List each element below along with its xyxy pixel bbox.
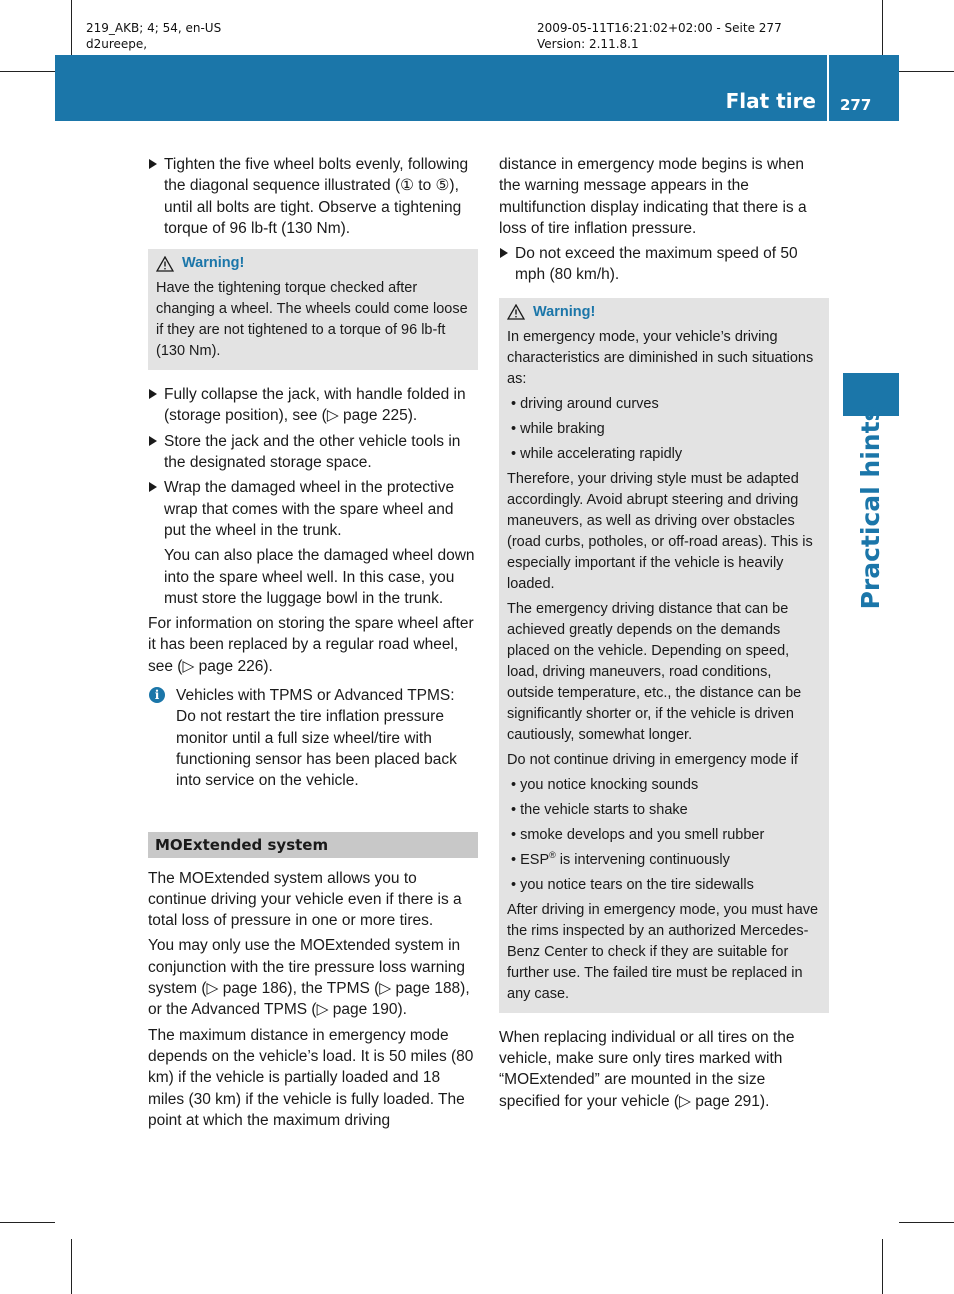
body-paragraph: The maximum distance in emergency mode depends on the vehicle’s load. It is 50 miles (80 km) if the vehicle is partially loaded and 18 miles (30 km) if the vehicle is fully loaded. The point at which the maximum driving <box>148 1026 474 1129</box>
step-text: Tighten the five wheel bolts evenly, following the diagonal sequence illustrated (① to ⑤), until all bolts are tight. Observe a tightening torque of 96 lb-ft (130 Nm). <box>164 156 469 237</box>
warning-bullet <box>507 850 821 871</box>
instruction-step <box>148 431 478 474</box>
info-icon: i <box>149 687 165 703</box>
warning-text: Do not continue driving in emergency mode if <box>507 751 798 768</box>
bullet-text: • ESP <box>511 851 550 868</box>
print-meta-line: d2ureepe, <box>86 37 148 51</box>
warning-bullet: • you notice knocking sounds <box>511 776 699 793</box>
warning-bullet: • while braking <box>511 420 605 437</box>
step-arrow-icon <box>149 482 157 492</box>
crop-mark <box>71 0 72 55</box>
warning-triangle-icon <box>156 256 174 272</box>
instruction-step <box>499 243 829 286</box>
body-paragraph: For information on storing the spare wheel after it has been replaced by a regular road wheel, see (▷ page 226). <box>148 615 474 675</box>
crop-mark <box>899 71 954 72</box>
warning-text: Have the tightening torque checked after changing a wheel. The wheels could come loose if they are not tightened to a torque of 96 lb-ft (130 Nm). <box>156 280 468 360</box>
step-text: Fully collapse the jack, with handle folded in (storage position), see (▷ page 225). <box>164 386 466 425</box>
page-number: 277 <box>840 96 872 114</box>
section-title: Flat tire <box>725 89 816 113</box>
crop-mark <box>882 1239 883 1294</box>
print-meta-left <box>86 20 221 52</box>
crop-mark <box>882 0 883 55</box>
info-note <box>148 685 478 791</box>
warning-bullet: • while accelerating rapidly <box>511 445 683 462</box>
header-band <box>55 55 899 121</box>
warning-box <box>148 249 478 370</box>
step-arrow-icon <box>149 159 157 169</box>
crop-mark <box>0 71 55 72</box>
right-column <box>499 154 829 1116</box>
print-meta-line: 2009-05-11T16:21:02+02:00 - Seite 277 <box>537 21 782 35</box>
crop-mark <box>899 1222 954 1223</box>
body-paragraph: When replacing individual or all tires on the vehicle, make sure only tires marked with “MOExtended” are mounted in the size specified for your vehicle (▷ page 291). <box>499 1028 795 1110</box>
step-arrow-icon <box>149 389 157 399</box>
instruction-step <box>148 384 478 427</box>
warning-header <box>507 302 821 323</box>
instruction-step <box>148 477 478 541</box>
warning-text: After driving in emergency mode, you must have the rims inspected by an authorized Mercedes-Benz Center to check if they are suitable for further use. The failed tire must be replaced in any case. <box>507 901 819 1002</box>
left-column <box>148 154 478 1135</box>
print-meta-right <box>537 20 782 52</box>
warning-bullet: • you notice tears on the tire sidewalls <box>511 876 754 893</box>
side-tab-label: Practical hints <box>856 406 885 610</box>
warning-title: Warning! <box>533 303 596 320</box>
crop-mark <box>0 1222 55 1223</box>
warning-bullet: • the vehicle starts to shake <box>511 801 688 818</box>
warning-bullet: • driving around curves <box>511 395 659 412</box>
registered-mark: ® <box>549 849 556 860</box>
body-paragraph: distance in emergency mode begins is when the warning message appears in the multifunction display indicating that there is a loss of tire inflation pressure. <box>499 156 807 237</box>
warning-title: Warning! <box>182 255 245 272</box>
warning-text: Therefore, your driving style must be adapted accordingly. Avoid abrupt steering and driving maneuvers, as well as driving over obstacles (road curbs, potholes, or off-road areas). This is especially important if the vehicle is heavily loaded. <box>507 470 813 592</box>
body-paragraph: You may only use the MOExtended system in conjunction with the tire pressure loss warning system (▷ page 186), the TPMS (▷ page 188), or the Advanced TPMS (▷ page 190). <box>148 937 470 1019</box>
step-text: Do not exceed the maximum speed of 50 mph (80 km/h). <box>515 245 798 284</box>
warning-box <box>499 298 829 1013</box>
warning-text: The emergency driving distance that can be achieved greatly depends on the demands placed on the vehicle. Depending on speed, load, driving maneuvers, road conditions, outside temperature, etc., the distance can be significantly shorter or, if the vehicle is driven cautiously, somewhat longer. <box>507 600 802 743</box>
bullet-text: is intervening continuously <box>555 851 730 868</box>
step-note: You can also place the damaged wheel down into the spare wheel well. In this case, you must store the luggage bowl in the trunk. <box>164 547 475 607</box>
info-text: Vehicles with TPMS or Advanced TPMS: Do not restart the tire inflation pressure monitor until a full size wheel/tire with functioning sensor has been placed back into service on the vehicle. <box>176 687 457 790</box>
step-text: Store the jack and the other vehicle tools in the designated storage space. <box>164 432 461 472</box>
instruction-step <box>148 154 478 239</box>
step-text: Wrap the damaged wheel in the protective wrap that comes with the spare wheel and put the wheel in the trunk. <box>164 479 455 539</box>
warning-triangle-icon <box>507 304 525 320</box>
print-meta-line: 219_AKB; 4; 54, en-US <box>86 21 222 35</box>
step-arrow-icon <box>500 248 508 258</box>
step-arrow-icon <box>149 436 157 446</box>
warning-text: In emergency mode, your vehicle’s driving characteristics are diminished in such situations as: <box>507 328 814 387</box>
print-meta-line: Version: 2.11.8.1 <box>537 37 639 51</box>
section-heading: MOExtended system <box>148 832 478 858</box>
warning-header <box>156 253 470 274</box>
body-paragraph: The MOExtended system allows you to continue driving your vehicle even if there is a total loss of pressure in one or more tires. <box>148 869 462 930</box>
header-divider <box>827 55 829 121</box>
warning-bullet: • smoke develops and you smell rubber <box>511 826 765 843</box>
crop-mark <box>71 1239 72 1294</box>
